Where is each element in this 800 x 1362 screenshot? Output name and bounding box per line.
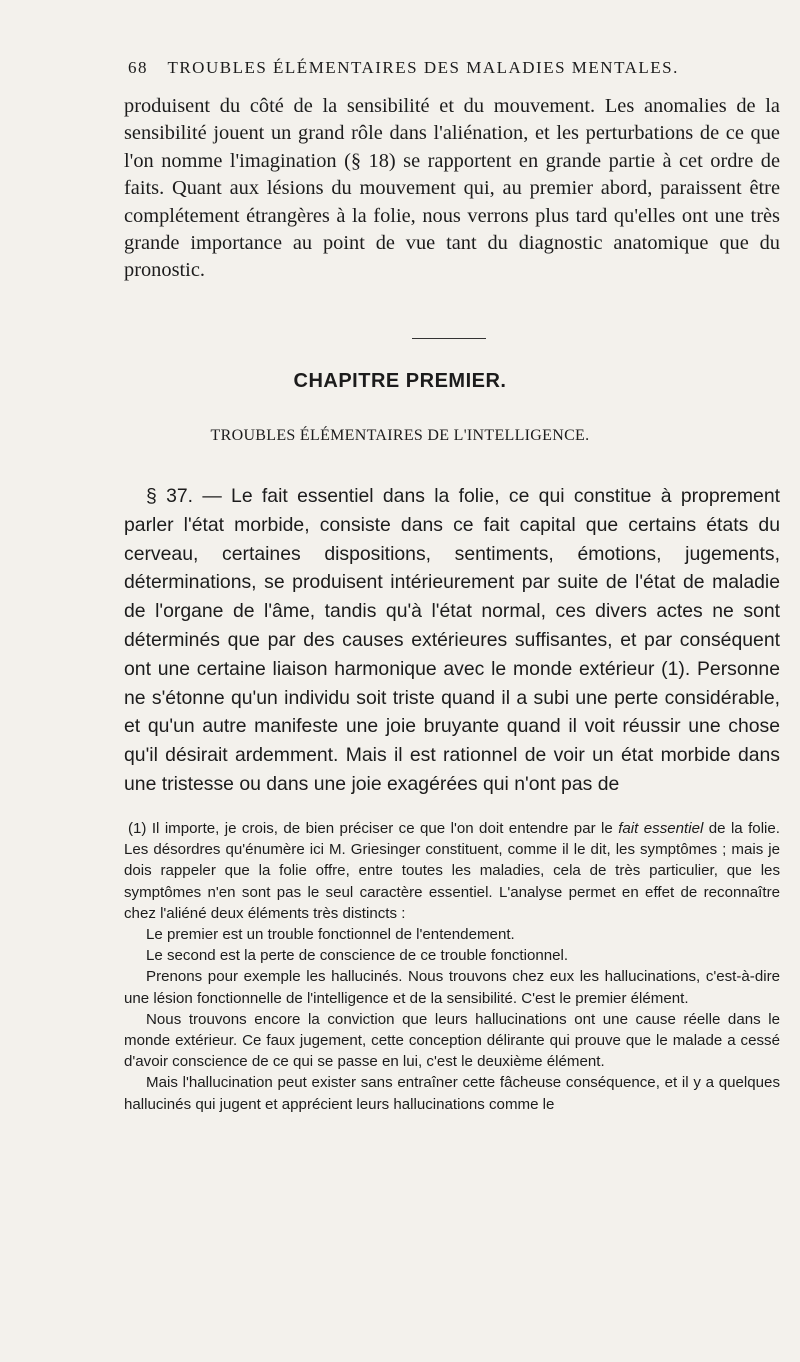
section-body	[124, 482, 780, 799]
footnote-emphasis: fait essentiel	[618, 820, 704, 837]
footnote-paragraph: Prenons pour exemple les hallucinés. Nous trouvons chez eux les hallucinations, c'est-à-dire une lésion fonctionnelle de l'intelligence et de la sensibilité. C'est le premier élément.	[124, 968, 780, 1007]
chapter-title: CHAPITRE PREMIER.	[293, 370, 507, 392]
footnote-intro: (1) Il importe, je crois, de bien préciser ce que l'on doit entendre par le	[128, 820, 619, 837]
chapter-subtitle: TROUBLES ÉLÉMENTAIRES DE L'INTELLIGENCE.	[210, 427, 590, 444]
footnote-paragraph: Mais l'hallucination peut exister sans entraîner cette fâcheuse conséquence, et il y a quelques hallucinés qui jugent et apprécient leurs hallucinations comme le	[124, 1074, 780, 1113]
lead-paragraph: produisent du côté de la sensibilité et du mouvement. Les anomalies de la sensibilité jouent un grand rôle dans l'aliénation, et les perturbations de ce que l'on nomme l'imagination (§ 18) se rapportent en grande partie à cet ordre de faits. Quant aux lésions du mouvement qui, au premier abord, paraissent être complétement étrangères à la folie, nous verrons plus tard qu'elles ont une très grande importance au point de vue tant du diagnostic anatomique que du pronostic.	[124, 95, 780, 282]
footnote-paragraph: Le second est la perte de conscience de ce trouble fonctionnel.	[146, 947, 569, 965]
section-paragraph: § 37. — Le fait essentiel dans la folie, ce qui constitue à proprement parler l'état morbide, consiste dans ce fait capital que certains états du cerveau, certaines dispositions, sentiments, émotions, jugements, déterminations, se produisent intérieurement par suite de l'état de maladie de l'organe de l'âme, tandis qu'à l'état normal, ces divers actes ne sont déterminés que par des causes extérieures suffisantes, et par conséquent ont une certaine liaison harmonique avec le monde extérieur (1). Personne ne s'étonne qu'un individu soit triste quand il a subi une perte considérable, et qu'un autre manifeste une joie bruyante quand il voit réussir une chose qu'il désirait ardemment. Mais il est rationnel de voir un état morbide dans une tristesse ou dans une joie exagérées qui n'ont pas de	[124, 485, 780, 795]
footnote-paragraph: Le premier est un trouble fonctionnel de l'entendement.	[146, 926, 515, 944]
footnote-rest: de la folie. Les désordres qu'énumère ici M. Griesinger constituent, comme il le dit, les symptômes ; mais je dois rappeler que la folie offre, entre toutes les maladies, cela de très particulier, que les symptômes n'en sont pas le seul caractère essentiel. L'analyse permet en effet de reconnaître chez l'aliéné deux éléments très distincts :	[124, 820, 780, 922]
footnote-paragraph: Nous trouvons encore la conviction que leurs hallucinations ont une cause réelle dans le monde extérieur. Ce faux jugement, cette conception délirante qui prouve que le malade a cessé d'avoir conscience de ce qui se passe en lui, c'est le deuxième élément.	[124, 1010, 780, 1071]
running-header	[128, 58, 688, 78]
footnote-paragraph	[124, 818, 780, 924]
page-number: 68	[128, 58, 148, 77]
section-divider	[412, 338, 486, 339]
running-title: TROUBLES ÉLÉMENTAIRES DES MALADIES MENTALES.	[167, 58, 679, 77]
footnote	[124, 818, 780, 1115]
